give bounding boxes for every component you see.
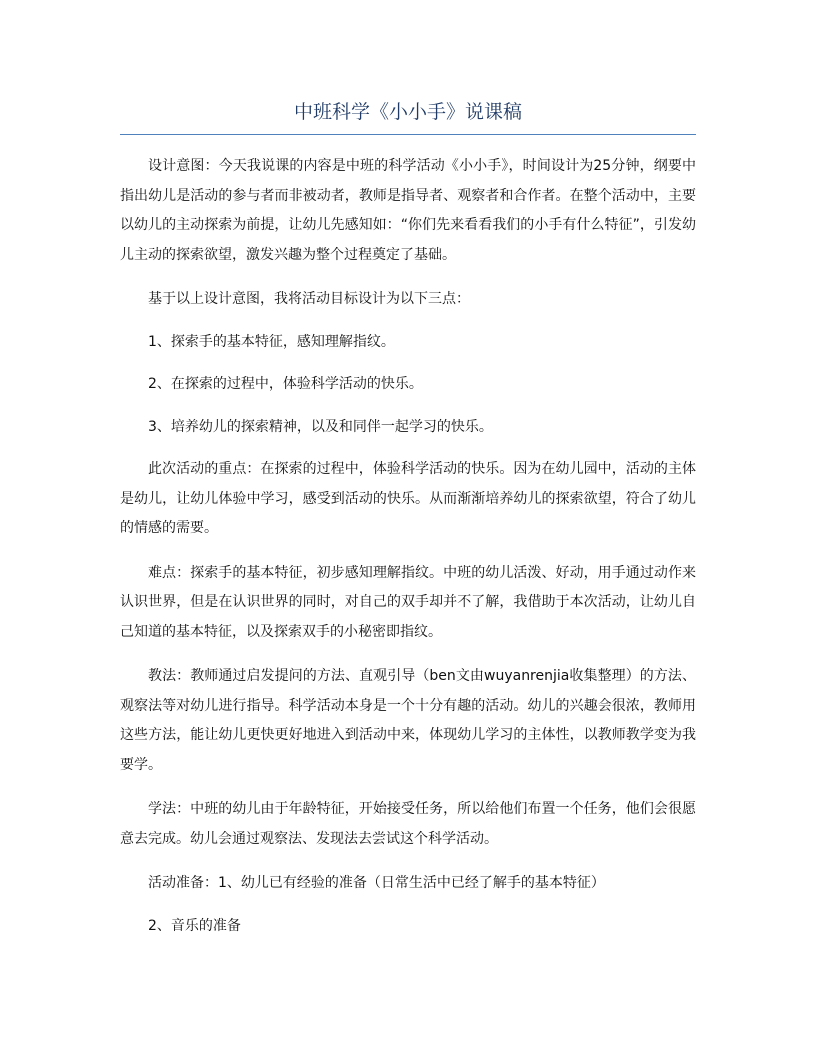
paragraph-goals-intro: 基于以上设计意图，我将活动目标设计为以下三点： — [148, 291, 470, 307]
paragraph-goal-1: 1、探索手的基本特征，感知理解指纹。 — [148, 333, 395, 350]
title-underline — [120, 134, 696, 135]
document-body — [120, 152, 696, 954]
document-title: 中班科学《小小手》说课稿 — [293, 101, 522, 123]
paragraph-key-point: 此次活动的重点：在探索的过程中，体验科学活动的快乐。因为在幼儿园中，活动的主体是幼儿，让幼儿体验中学习，感受到活动的快乐。从而渐渐培养幼儿的探索欲望，符合了幼儿的情感的需要。 — [120, 461, 696, 536]
paragraph-teaching-method: 教法：教师通过启发提问的方法、直观引导（ben文由wuyanrenjia收集整理）的方法、观察法等对幼儿进行指导。科学活动本身是一个十分有趣的活动。幼儿的兴趣会很浓，教师用这些方法，能让幼儿更快更好地进入到活动中来，体现幼儿学习的主体性，以教师教学变为我要学。 — [120, 668, 696, 773]
paragraph-learning-method: 学法：中班的幼儿由于年龄特征，开始接受任务，所以给他们布置一个任务，他们会很愿意去完成。幼儿会通过观察法、发现法去尝试这个科学活动。 — [120, 801, 696, 847]
paragraph-goal-3: 3、培养幼儿的探索精神，以及和同伴一起学习的快乐。 — [148, 418, 493, 435]
paragraph-preparation-1: 活动准备：1、幼儿已有经验的准备（日常生活中已经了解手的基本特征） — [148, 875, 605, 891]
paragraph-preparation-2: 2、音乐的准备 — [148, 917, 241, 934]
paragraph-goal-2: 2、在探索的过程中，体验科学活动的快乐。 — [148, 376, 423, 392]
paragraph-design-intent: 设计意图：今天我说课的内容是中班的科学活动《小小手》，时间设计为25分钟，纲要中指出幼儿是活动的参与者而非被动者，教师是指导者、观察者和合作者。在整个活动中，主要以幼儿的主动探索为前提，让幼儿先感知如：“你们先来看看我们的小手有什么特征”，引发幼儿主动的探索欲望，激发兴趣为整个过程奠定了基础。 — [120, 158, 696, 263]
paragraph-difficulty: 难点：探索手的基本特征，初步感知理解指纹。中班的幼儿活泼、好动，用手通过动作来认识世界，但是在认识世界的同时，对自己的双手却并不了解，我借助于本次活动，让幼儿自己知道的基本特征，以及探索双手的小秘密即指纹。 — [120, 564, 696, 640]
